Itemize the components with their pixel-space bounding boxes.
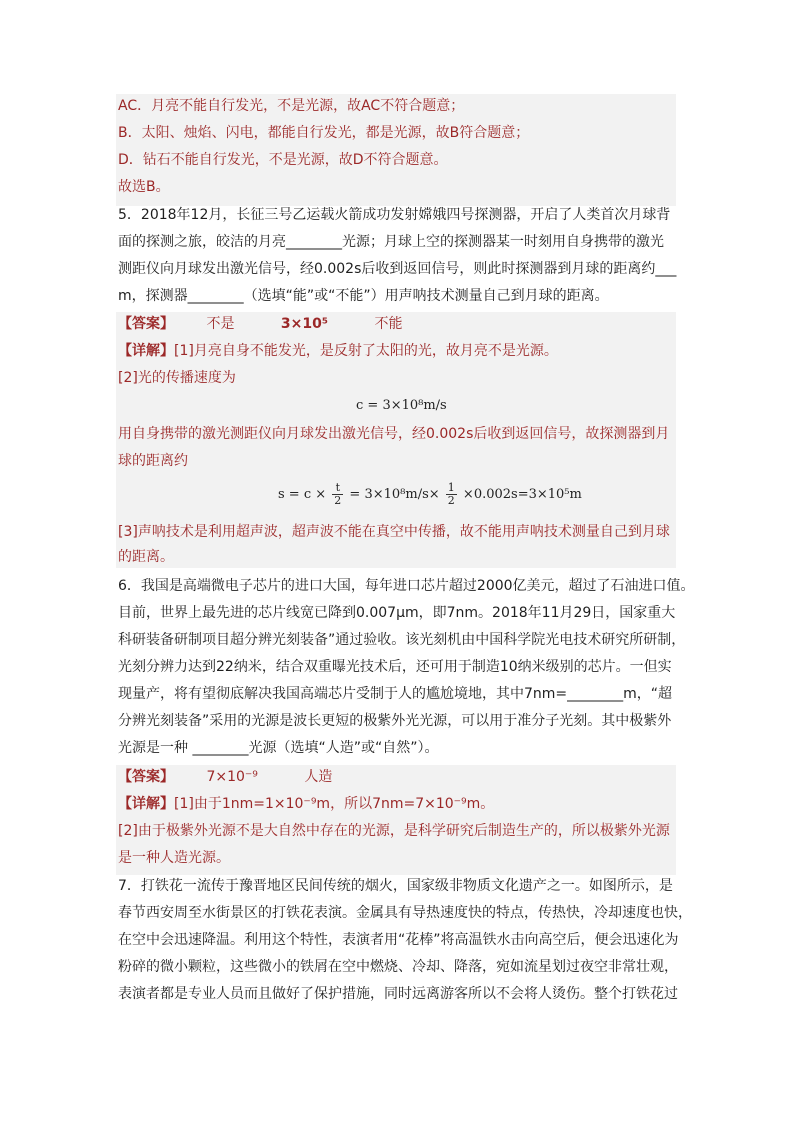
q5-detail-line: 的距离。 <box>118 549 174 565</box>
q6-question-line: 分辨光刻装备”采用的光源是波长更短的极紫外光光源，可以用于准分子光刻。其中极紫外 <box>118 713 672 729</box>
fraction <box>446 482 457 507</box>
prev-analysis-line: D．钻石不能自行发光，不是光源，故D不符合题意。 <box>118 152 448 168</box>
q5-detail-line: [3]声呐技术是利用超声波，超声波不能在真空中传播，故不能用声呐技术测量自己到月球 <box>118 524 670 540</box>
answer-value: 3×10⁵ <box>280 316 328 332</box>
answer-label: 【答案】 <box>118 316 174 332</box>
answer-value: 7×10⁻⁹ <box>206 769 258 785</box>
q5-detail-line: 用自身携带的激光测距仪向月球发出激光信号，经0.002s后收到返回信号，故探测器到月 <box>118 426 670 442</box>
formula-light-speed: c = 3×10⁸m/s <box>356 398 447 413</box>
q7-question-line: 春节西安周至水街景区的打铁花表演。金属具有导热速度快的特点，传热快，冷却速度也快， <box>118 905 692 921</box>
detail-text: [1]由于1nm=1×10⁻⁹m，所以7nm=7×10⁻⁹m。 <box>174 796 495 812</box>
q6-detail-line <box>118 791 494 817</box>
answer-value: 不能 <box>374 316 403 332</box>
q7-question-line: 7．打铁花一流传于豫晋地区民间传统的烟火，国家级非物质文化遗产之一。如图所示，是 <box>118 878 673 894</box>
prev-analysis-line: AC．月亮不能自行发光，不是光源，故AC不符合题意； <box>118 98 465 114</box>
q5-answer-line <box>118 311 444 337</box>
q5-detail-line: [2]光的传播速度为 <box>118 370 236 386</box>
detail-label: 【详解】 <box>118 343 174 359</box>
fraction-numerator: 1 <box>447 481 455 494</box>
q6-detail-line: [2]由于极紫外光源不是大自然中存在的光源，是科学研究后制造生产的，所以极紫外光源 <box>118 823 670 839</box>
q7-question-line: 表演者都是专业人员而且做好了保护措施，同时远离游客所以不会将人烫伤。整个打铁花过 <box>118 986 678 1002</box>
answer-value: 不是 <box>206 316 235 332</box>
q5-question-line: m，探测器________（选填“能”或“不能”）用声呐技术测量自己到月球的距离。 <box>118 288 609 304</box>
q5-detail-line <box>118 338 558 364</box>
q5-question-line: 测距仪向月球发出激光信号，经0.002s后收到返回信号，则此时探测器到月球的距离约___ <box>118 261 677 277</box>
q5-detail-line: 球的距离约 <box>118 453 188 469</box>
detail-text: [1]月亮自身不能发光，是反射了太阳的光，故月亮不是光源。 <box>174 343 558 359</box>
prev-analysis-line: 故选B。 <box>118 179 170 195</box>
fraction-denominator: 2 <box>334 494 342 507</box>
answer-label: 【答案】 <box>118 769 174 785</box>
q6-question-line: 现量产，将有望彻底解决我国高端芯片受制于人的尴尬境地，其中7nm=________m，“超 <box>118 686 673 702</box>
q6-question-line: 光源是一种 ________光源（选填“人造”或“自然”）。 <box>118 740 439 756</box>
fraction-denominator: 2 <box>447 494 455 507</box>
fraction-numerator: t <box>332 482 343 495</box>
answer-value: 人造 <box>304 769 333 785</box>
formula-part: s = c × <box>278 487 327 502</box>
formula-part: ×0.002s=3×10⁵m <box>462 487 582 502</box>
q7-question-line: 在空中会迅速降温。利用这个特性，表演者用“花棒”将高温铁水击向高空后，便会迅速化为 <box>118 932 679 948</box>
q6-answer-line <box>118 764 374 790</box>
q6-detail-line: 是一种人造光源。 <box>118 850 230 866</box>
formula-part: = 3×10⁸m/s× <box>349 487 440 502</box>
q6-question-line: 目前，世界上最先进的芯片线宽已降到0.007μm，即7nm。2018年11月29日，国家重大 <box>118 605 676 621</box>
q6-question-line: 光刻分辨力达到22纳米，结合双重曝光技术后，还可用于制造10纳米级别的芯片。一但实 <box>118 659 672 675</box>
q6-question-line: 科研装备研制项目超分辨光刻装备”通过验收。该光刻机由中国科学院光电技术研究所研制， <box>118 632 686 648</box>
formula-distance <box>278 482 582 507</box>
detail-label: 【详解】 <box>118 796 174 812</box>
q5-question-line: 5．2018年12月，长征三号乙运载火箭成功发射嫦娥四号探测器，开启了人类首次月球背 <box>118 207 671 223</box>
fraction <box>332 482 343 507</box>
q6-question-line: 6．我国是高端微电子芯片的进口大国，每年进口芯片超过2000亿美元，超过了石油进口值。 <box>118 578 695 594</box>
q5-question-line: 面的探测之旅，皎洁的月亮________光源；月球上空的探测器某一时刻用自身携带的激光 <box>118 234 664 250</box>
q7-question-line: 粉碎的微小颗粒，这些微小的铁屑在空中燃烧、冷却、降落，宛如流星划过夜空非常壮观， <box>118 959 678 975</box>
prev-analysis-line: B．太阳、烛焰、闪电，都能自行发光，都是光源，故B符合题意； <box>118 125 530 141</box>
